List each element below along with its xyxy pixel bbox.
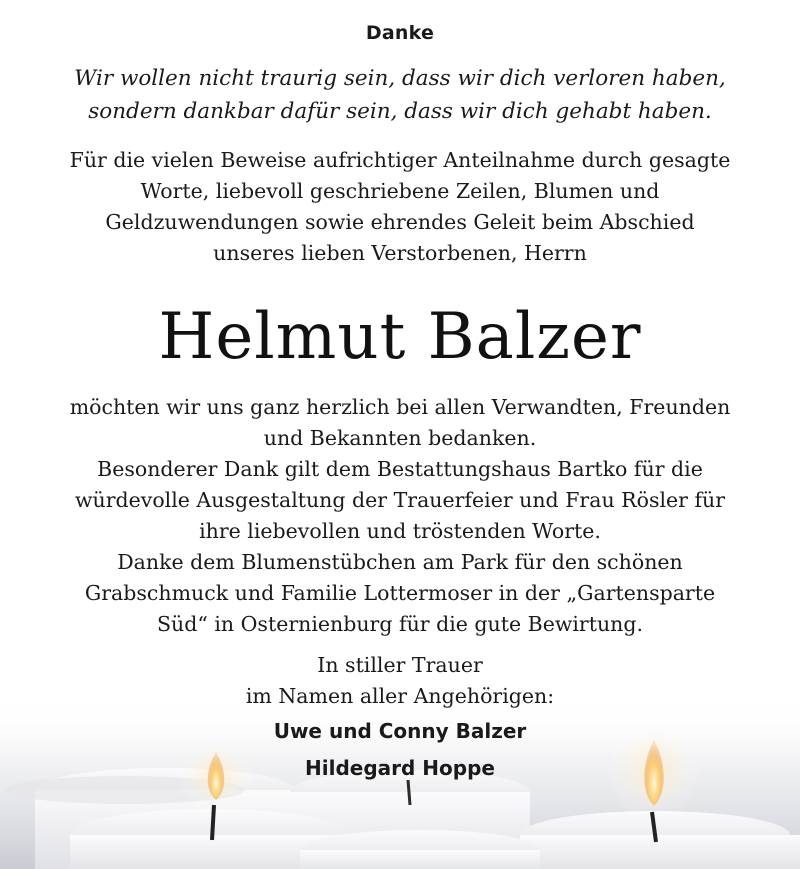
body-line: Süd“ in Osternienburg für die gute Bewirtung.	[156, 612, 644, 636]
body-line: Danke dem Blumenstübchen am Park für den schönen	[117, 550, 683, 574]
heading: Danke	[365, 22, 435, 44]
intro-line: unseres lieben Verstorbenen, Herrn	[213, 241, 587, 265]
body-line: Besonderer Dank gilt dem Bestattungshaus Bartko für die	[97, 457, 703, 481]
body-line: Grabschmuck und Familie Lottermoser in der „Gartensparte	[84, 581, 716, 605]
intro-line: Für die vielen Beweise aufrichtiger Anteilnahme durch gesagte	[69, 148, 731, 172]
body-line: ihre liebevollen und tröstenden Worte.	[199, 519, 601, 543]
quote-line: Wir wollen nicht traurig sein, dass wir dich verloren haben,	[74, 66, 726, 91]
closing-line: In stiller Trauer	[317, 653, 483, 677]
intro-line: Worte, liebevoll geschriebene Zeilen, Blumen und	[140, 179, 660, 203]
candle-front-middle	[300, 830, 540, 869]
signature-primary: Uwe und Conny Balzer	[273, 719, 527, 743]
body-line: möchten wir uns ganz herzlich bei allen Verwandten, Freunden	[69, 395, 731, 419]
deceased-name: Helmut Balzer	[158, 300, 642, 374]
closing-text	[0, 650, 800, 712]
signature-secondary: Hildegard Hoppe	[305, 756, 495, 780]
body-line: und Bekannten bedanken.	[263, 426, 537, 450]
quote	[0, 62, 800, 128]
intro-paragraph	[0, 145, 800, 269]
intro-line: Geldzuwendungen sowie ehrendes Geleit beim Abschied	[105, 210, 695, 234]
closing-line: im Namen aller Angehörigen:	[245, 684, 555, 708]
thanks-paragraph	[0, 392, 800, 640]
quote-line: sondern dankbar dafür sein, dass wir dich gehabt haben.	[88, 99, 712, 124]
body-line: würdevolle Ausgestaltung der Trauerfeier und Frau Rösler für	[74, 488, 726, 512]
